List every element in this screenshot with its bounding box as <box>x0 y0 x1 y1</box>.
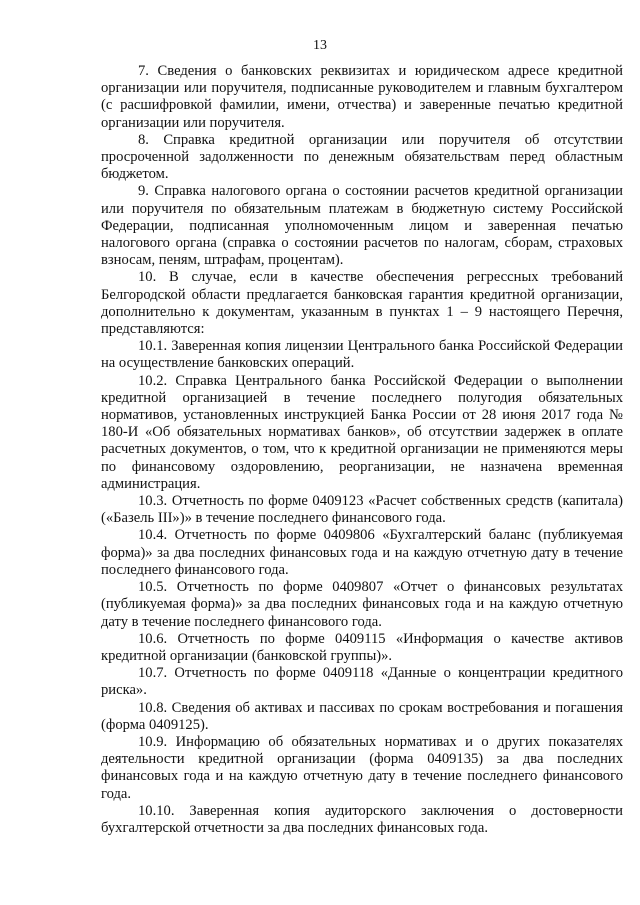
document-body <box>101 63 623 837</box>
paragraph-item-9: 9. Справка налогового органа о состоянии расчетов кредитной организации или поручителя по обязательным платежам в бюджетную систему Российской Федерации, подписанная уполномоченным лицом и заверенная печатью налогового органа (справка о состоянии расчетов по налогам, сборам, страховых взносам, пеням, штрафам, процентам). <box>101 183 623 269</box>
paragraph-item-10-1: 10.1. Заверенная копия лицензии Центрального банка Российской Федерации на осуществление банковских операций. <box>101 338 623 372</box>
paragraph-item-10-3: 10.3. Отчетность по форме 0409123 «Расчет собственных средств (капитала) («Базель III»)» в течение последнего финансового года. <box>101 493 623 527</box>
paragraph-item-7: 7. Сведения о банковских реквизитах и юридическом адресе кредитной организации или поручителя, подписанные руководителем и главным бухгалтером (с расшифровкой фамилии, имени, отчества) и заверенные печатью кредитной организации или поручителя. <box>101 63 623 131</box>
paragraph-item-10-10: 10.10. Заверенная копия аудиторского заключения о достоверности бухгалтерской отчетности за два последних финансовых года. <box>101 802 623 836</box>
paragraph-item-10-8: 10.8. Сведения об активах и пассивах по срокам востребования и погашения (форма 0409125). <box>101 699 623 733</box>
paragraph-item-10: 10. В случае, если в качестве обеспечения регрессных требований Белгородской области предлагается банковская гарантия кредитной организации, дополнительно к документам, указанным в пунктах 1 – 9 настоящего Перечня, представляются: <box>101 269 623 338</box>
paragraph-item-8: 8. Справка кредитной организации или поручителя об отсутствии просроченной задолженности по денежным обязательствам перед областным бюджетом. <box>101 131 623 183</box>
paragraph-item-10-7: 10.7. Отчетность по форме 0409118 «Данные о концентрации кредитного риска». <box>101 665 623 699</box>
paragraph-item-10-9: 10.9. Информацию об обязательных нормативах и о других показателях деятельности кредитной организации (форма 0409135) за два последних финансовых года и на каждую отчетную дату в течение последнего финансового года. <box>101 733 623 802</box>
paragraph-item-10-5: 10.5. Отчетность по форме 0409807 «Отчет о финансовых результатах (публикуемая форма)» за два последних финансовых года и на каждую отчетную дату в течение последнего финансового года. <box>101 579 623 630</box>
paragraph-item-10-6: 10.6. Отчетность по форме 0409115 «Информация о качестве активов кредитной организации (банковской группы)». <box>101 630 623 664</box>
page-number: 13 <box>313 38 327 53</box>
paragraph-item-10-4: 10.4. Отчетность по форме 0409806 «Бухгалтерский баланс (публикуемая форма)» за два последних финансовых года и на каждую отчетную дату в течение последнего финансового года. <box>101 527 623 578</box>
paragraph-item-10-2: 10.2. Справка Центрального банка Российской Федерации о выполнении кредитной организацией в течение последнего полугодия обязательных нормативов, установленных инструкцией Банка России от 28 июня 2017 года № 180-И «Об обязательных нормативах банков», об отсутствии задержек в оплате расчетных документов, о том, что к кредитной организации не применяются меры по финансовому оздоровлению, реорганизации, не назначена временная администрация. <box>101 372 623 492</box>
